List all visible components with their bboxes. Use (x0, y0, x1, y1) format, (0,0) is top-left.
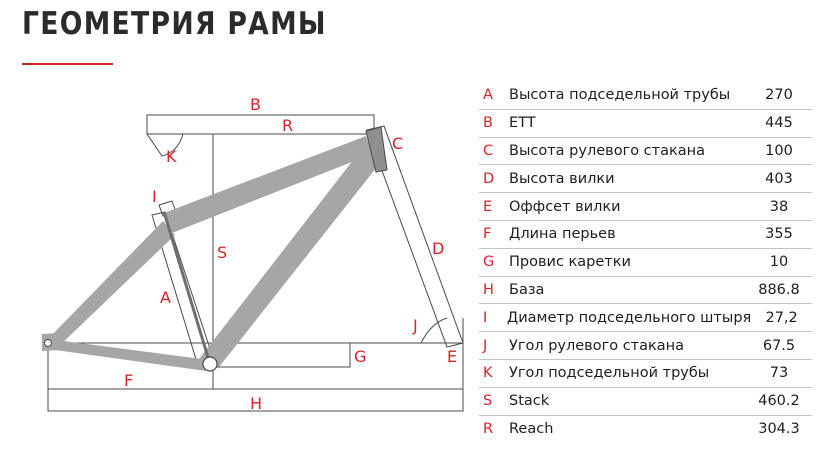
spec-name: Длина перьев (509, 226, 616, 243)
spec-value: 10 (769, 254, 789, 271)
spec-name: Reach (509, 420, 554, 437)
label-g: G (354, 347, 367, 366)
spec-letter: G (483, 254, 495, 271)
bottom-bracket (203, 357, 217, 371)
label-k: K (166, 147, 177, 166)
spec-value: 304.3 (758, 420, 800, 437)
spec-letter: E (483, 198, 493, 215)
spec-value: 38 (769, 198, 789, 215)
spec-row (479, 138, 812, 166)
spec-name: Угол рулевого стакана (509, 337, 685, 354)
rear-axle (45, 340, 52, 347)
spec-value: 100 (765, 142, 793, 159)
label-h: H (250, 394, 263, 413)
spec-value: 460.2 (758, 393, 800, 410)
seat-stay (48, 221, 175, 349)
spec-name: Оффсет вилки (509, 198, 621, 215)
spec-row (479, 277, 812, 305)
chain-stay (48, 339, 209, 371)
geometry-spec-table (479, 82, 812, 442)
spec-letter: B (483, 115, 493, 132)
spec-name: Диаметр подседельного штыря (506, 309, 752, 326)
spec-row (479, 110, 812, 138)
spec-name: Stack (509, 393, 550, 410)
label-b: B (250, 95, 261, 114)
spec-letter: J (483, 337, 488, 354)
spec-letter: C (483, 142, 494, 159)
top-tube-length-box (147, 115, 374, 134)
spec-row (479, 388, 812, 416)
label-i: I (152, 187, 157, 206)
spec-row (479, 193, 812, 221)
spec-name: Провис каретки (509, 254, 631, 271)
spec-name: Высота вилки (509, 170, 615, 187)
label-f: F (124, 371, 134, 390)
seat-angle-arc (147, 134, 183, 156)
label-s: S (217, 243, 228, 262)
spec-row (479, 360, 812, 388)
spec-row (479, 332, 812, 360)
spec-name: Угол подседельной трубы (509, 365, 710, 382)
spec-letter: D (483, 170, 495, 187)
spec-row (479, 249, 812, 277)
spec-value: 445 (765, 115, 793, 132)
spec-name: ETT (509, 115, 536, 132)
label-j: J (413, 316, 418, 335)
spec-name: Высота подседельной трубы (509, 87, 731, 104)
label-c: C (392, 134, 404, 153)
spec-row (479, 416, 812, 443)
spec-letter: H (483, 281, 494, 298)
spec-value: 67.5 (762, 337, 796, 354)
spec-name: База (509, 281, 545, 298)
spec-value: 270 (765, 87, 793, 104)
spec-row (479, 221, 812, 249)
spec-name: Высота рулевого стакана (509, 142, 705, 159)
label-e: E (447, 347, 458, 366)
spec-value: 886.8 (758, 281, 800, 298)
page-title: ГЕОМЕТРИЯ РАМЫ (22, 6, 327, 42)
spec-value: 73 (769, 365, 789, 382)
spec-row (479, 165, 812, 193)
spec-value: 27,2 (765, 309, 798, 326)
spec-value: 355 (765, 226, 793, 243)
spec-value: 403 (765, 170, 793, 187)
spec-letter: A (483, 87, 493, 104)
head-angle-arc (421, 318, 447, 343)
spec-letter: I (483, 309, 488, 326)
label-a: A (160, 288, 171, 307)
spec-row (479, 304, 812, 332)
spec-letter: K (483, 365, 493, 382)
label-d: D (432, 239, 445, 258)
label-r: R (282, 116, 294, 135)
spec-row (479, 82, 812, 110)
spec-letter: F (483, 226, 492, 243)
spec-letter: R (483, 420, 494, 437)
spec-letter: S (483, 393, 493, 410)
